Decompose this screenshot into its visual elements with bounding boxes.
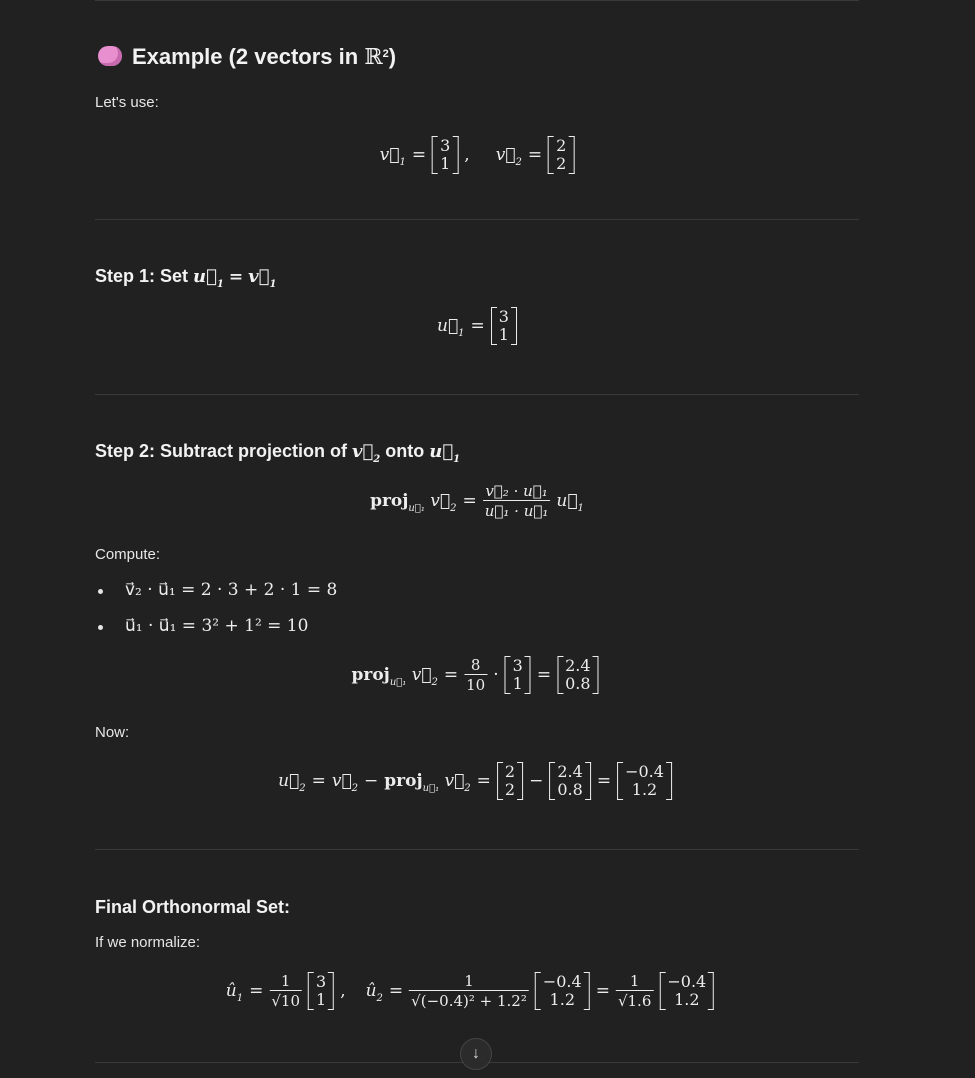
divider	[95, 849, 859, 850]
vector-v2: 2 2	[548, 136, 574, 174]
equation-u1: $u⃗_1$ = 3 1	[437, 307, 517, 345]
list-item: v⃗₂ · u⃗₁ = 2 · 3 + 2 · 1 = 8	[125, 580, 338, 600]
arrow-down-icon: ↓	[472, 1045, 480, 1062]
vector-u1: 3 1	[491, 307, 517, 345]
divider-top	[95, 0, 859, 1]
equation-projection-result: proj$_{u⃗_1}$ $v⃗_2$ = $\frac{8}{10}$ · 3 1 = 2.4 0.8	[351, 656, 598, 694]
equation-projection-formula: proj$_{u⃗_1}$ $v⃗_2$ = $\frac{\text{v⃗₂ · u⃗₁}}{\text{u⃗₁ · u⃗₁}}$ $u⃗_1$	[370, 482, 584, 520]
equation-vectors: $v⃗_1$ = 3 1 , $v⃗_2$ = 2 2	[380, 136, 575, 174]
compute-label: Compute:	[95, 546, 161, 563]
vector-v1: 3 1	[432, 136, 458, 174]
section-heading: Example (2 vectors in ℝ$^2$)	[98, 44, 396, 70]
normalize-label: If we normalize:	[95, 934, 201, 951]
equation-u2: $u⃗_2$ = $v⃗_2$ − proj$_{u⃗_1}$ $v⃗_2$ = 2 2 − 2.4 0.8 = −0.4 1.2	[278, 762, 672, 800]
vector-u1: 3 1	[505, 656, 531, 694]
list-item: u⃗₁ · u⃗₁ = 3² + 1² = 10	[125, 616, 309, 636]
equation-normalized: $û_1$ = $\frac{1}{√10}$ 3 1 , $û_2$ = $\frac{1}{\text{√(−0.4)² + 1.2²}}$ −0.4 1.2 = $\frac{1}{√1.6}$ −0.4 1.2	[226, 972, 714, 1010]
step2-heading: Step 2: Subtract projection of $v⃗_2$ onto $u⃗_1$	[95, 441, 461, 465]
now-label: Now:	[95, 724, 130, 741]
vector-u2: −0.4 1.2	[659, 972, 714, 1010]
vector-projection: 2.4 0.8	[549, 762, 590, 800]
step1-heading: Step 1: Set $u⃗_1$ = $v⃗_1$	[95, 266, 277, 290]
intro-text: Let's use:	[95, 94, 159, 111]
vector-u2: −0.4 1.2	[535, 972, 590, 1010]
bullet-dot	[98, 589, 103, 594]
scroll-to-bottom-button[interactable]	[460, 1038, 492, 1070]
vector-u1: 3 1	[308, 972, 334, 1010]
bullet-dot	[98, 625, 103, 630]
final-heading: Final Orthonormal Set:	[95, 897, 291, 917]
vector-u2: −0.4 1.2	[617, 762, 672, 800]
brain-icon	[98, 46, 122, 66]
divider	[95, 394, 859, 395]
vector-projection: 2.4 0.8	[557, 656, 598, 694]
divider	[95, 219, 859, 220]
vector-v2: 2 2	[497, 762, 523, 800]
